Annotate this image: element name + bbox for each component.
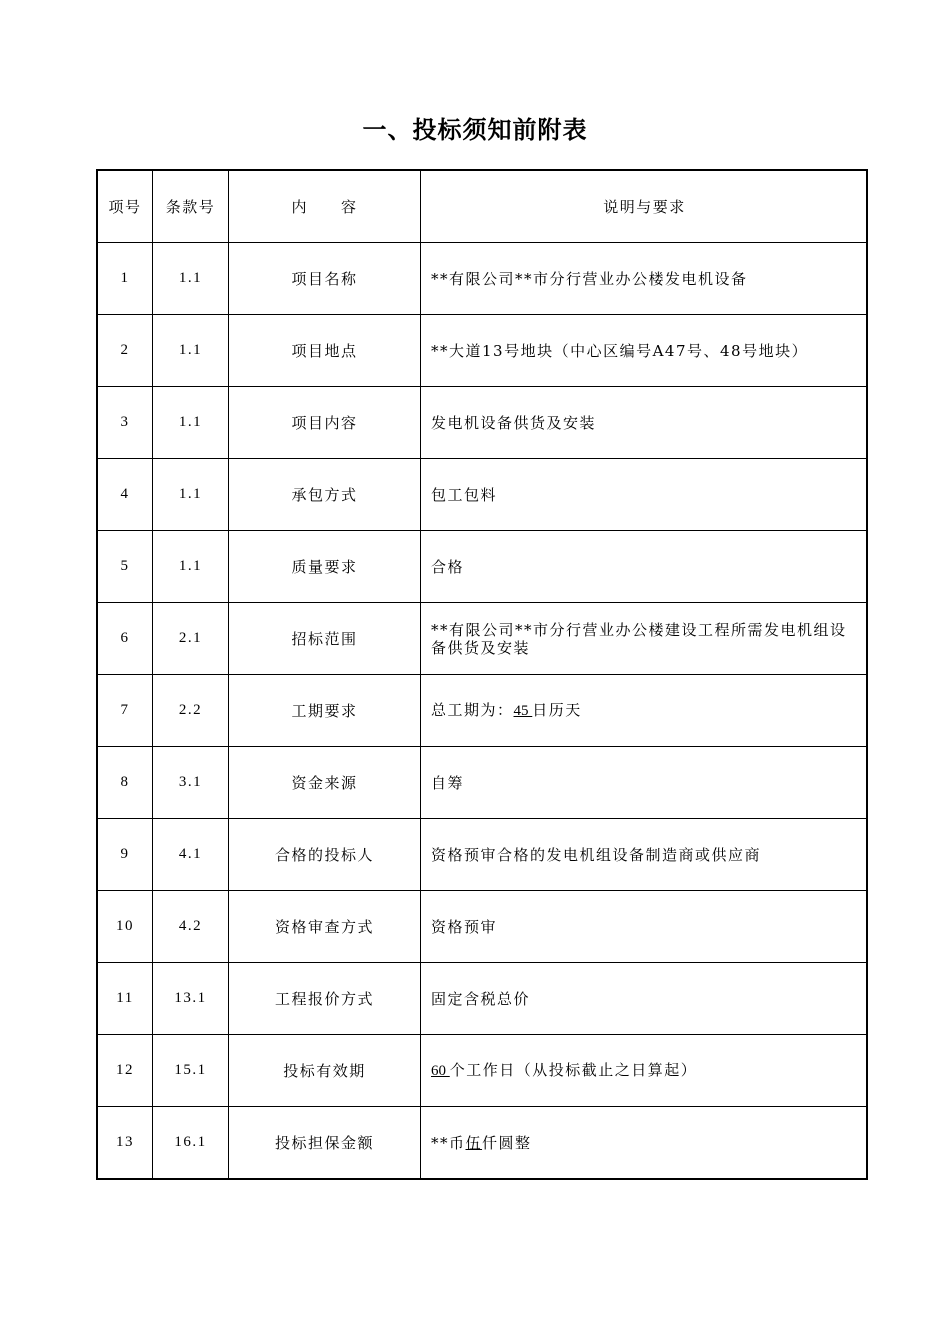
description-cell: [421, 1035, 868, 1107]
item-no-cell: 8: [97, 747, 153, 819]
description-cell: 自筹: [421, 747, 868, 819]
header-item-no: 项号: [97, 170, 153, 243]
clause-no-cell: 1.1: [153, 315, 229, 387]
clause-no-cell: 1.1: [153, 243, 229, 315]
item-no-cell: 9: [97, 819, 153, 891]
description-suffix: 仟圆整: [482, 1133, 532, 1152]
item-no-cell: 11: [97, 963, 153, 1035]
clause-no-cell: 2.1: [153, 603, 229, 675]
content-cell: 项目名称: [229, 243, 421, 315]
clause-no-cell: 15.1: [153, 1035, 229, 1107]
content-cell: 承包方式: [229, 459, 421, 531]
description-cell: 资格预审: [421, 891, 868, 963]
description-cell: **有限公司**市分行营业办公楼建设工程所需发电机组设备供货及安装: [421, 603, 868, 675]
content-cell: 工程报价方式: [229, 963, 421, 1035]
table-row: [97, 819, 867, 891]
table-row: [97, 531, 867, 603]
description-suffix: 个工作日（从投标截止之日算起）: [449, 1061, 698, 1079]
item-no-cell: 7: [97, 675, 153, 747]
description-cell: **大道13号地块（中心区编号A47号、48号地块）: [421, 315, 868, 387]
clause-no-cell: 1.1: [153, 387, 229, 459]
table-row: [97, 1035, 867, 1107]
content-cell: 投标担保金额: [229, 1107, 421, 1180]
description-cell: [421, 1107, 868, 1180]
clause-no-cell: 2.2: [153, 675, 229, 747]
table-row: [97, 891, 867, 963]
content-cell: 项目内容: [229, 387, 421, 459]
item-no-cell: 10: [97, 891, 153, 963]
description-cell: 合格: [421, 531, 868, 603]
content-cell: 合格的投标人: [229, 819, 421, 891]
table-row: [97, 459, 867, 531]
description-cell: 发电机设备供货及安装: [421, 387, 868, 459]
description-cell: 固定含税总价: [421, 963, 868, 1035]
item-no-cell: 6: [97, 603, 153, 675]
item-no-cell: 12: [97, 1035, 153, 1107]
content-cell: 投标有效期: [229, 1035, 421, 1107]
item-no-cell: 4: [97, 459, 153, 531]
bond-amount-value: 伍: [465, 1133, 483, 1152]
clause-no-cell: 3.1: [153, 747, 229, 819]
header-clause-no: 条款号: [153, 170, 229, 243]
description-cell: [421, 675, 868, 747]
content-cell: 资格审查方式: [229, 891, 421, 963]
content-cell: 资金来源: [229, 747, 421, 819]
content-cell: 招标范围: [229, 603, 421, 675]
clause-no-cell: 1.1: [153, 531, 229, 603]
table-row: [97, 603, 867, 675]
table-row: [97, 747, 867, 819]
item-no-cell: 3: [97, 387, 153, 459]
item-no-cell: 5: [97, 531, 153, 603]
clause-no-cell: 4.2: [153, 891, 229, 963]
description-suffix: 日历天: [532, 701, 582, 719]
item-no-cell: 13: [97, 1107, 153, 1180]
table-row: [97, 963, 867, 1035]
item-no-cell: 2: [97, 315, 153, 387]
description-prefix: **币: [431, 1133, 466, 1152]
content-cell: 工期要求: [229, 675, 421, 747]
table-row: [97, 315, 867, 387]
header-description: 说明与要求: [421, 170, 868, 243]
content-cell: 项目地点: [229, 315, 421, 387]
clause-no-cell: 4.1: [153, 819, 229, 891]
table-row: [97, 243, 867, 315]
validity-days-value: 60: [431, 1063, 450, 1079]
duration-value: 45: [513, 703, 533, 719]
table-row: [97, 1107, 867, 1180]
description-cell: 包工包料: [421, 459, 868, 531]
content-cell: 质量要求: [229, 531, 421, 603]
clause-no-cell: 13.1: [153, 963, 229, 1035]
table-header-row: [97, 170, 867, 243]
page-title: 一、投标须知前附表: [362, 116, 588, 144]
clause-no-cell: 1.1: [153, 459, 229, 531]
description-cell: **有限公司**市分行营业办公楼发电机设备: [421, 243, 868, 315]
description-prefix: 总工期为：: [431, 701, 514, 719]
description-cell: 资格预审合格的发电机组设备制造商或供应商: [421, 819, 868, 891]
header-content: 内 容: [229, 170, 421, 243]
table-row: [97, 675, 867, 747]
clause-no-cell: 16.1: [153, 1107, 229, 1180]
item-no-cell: 1: [97, 243, 153, 315]
table-row: [97, 387, 867, 459]
appendix-table: [96, 169, 868, 1180]
